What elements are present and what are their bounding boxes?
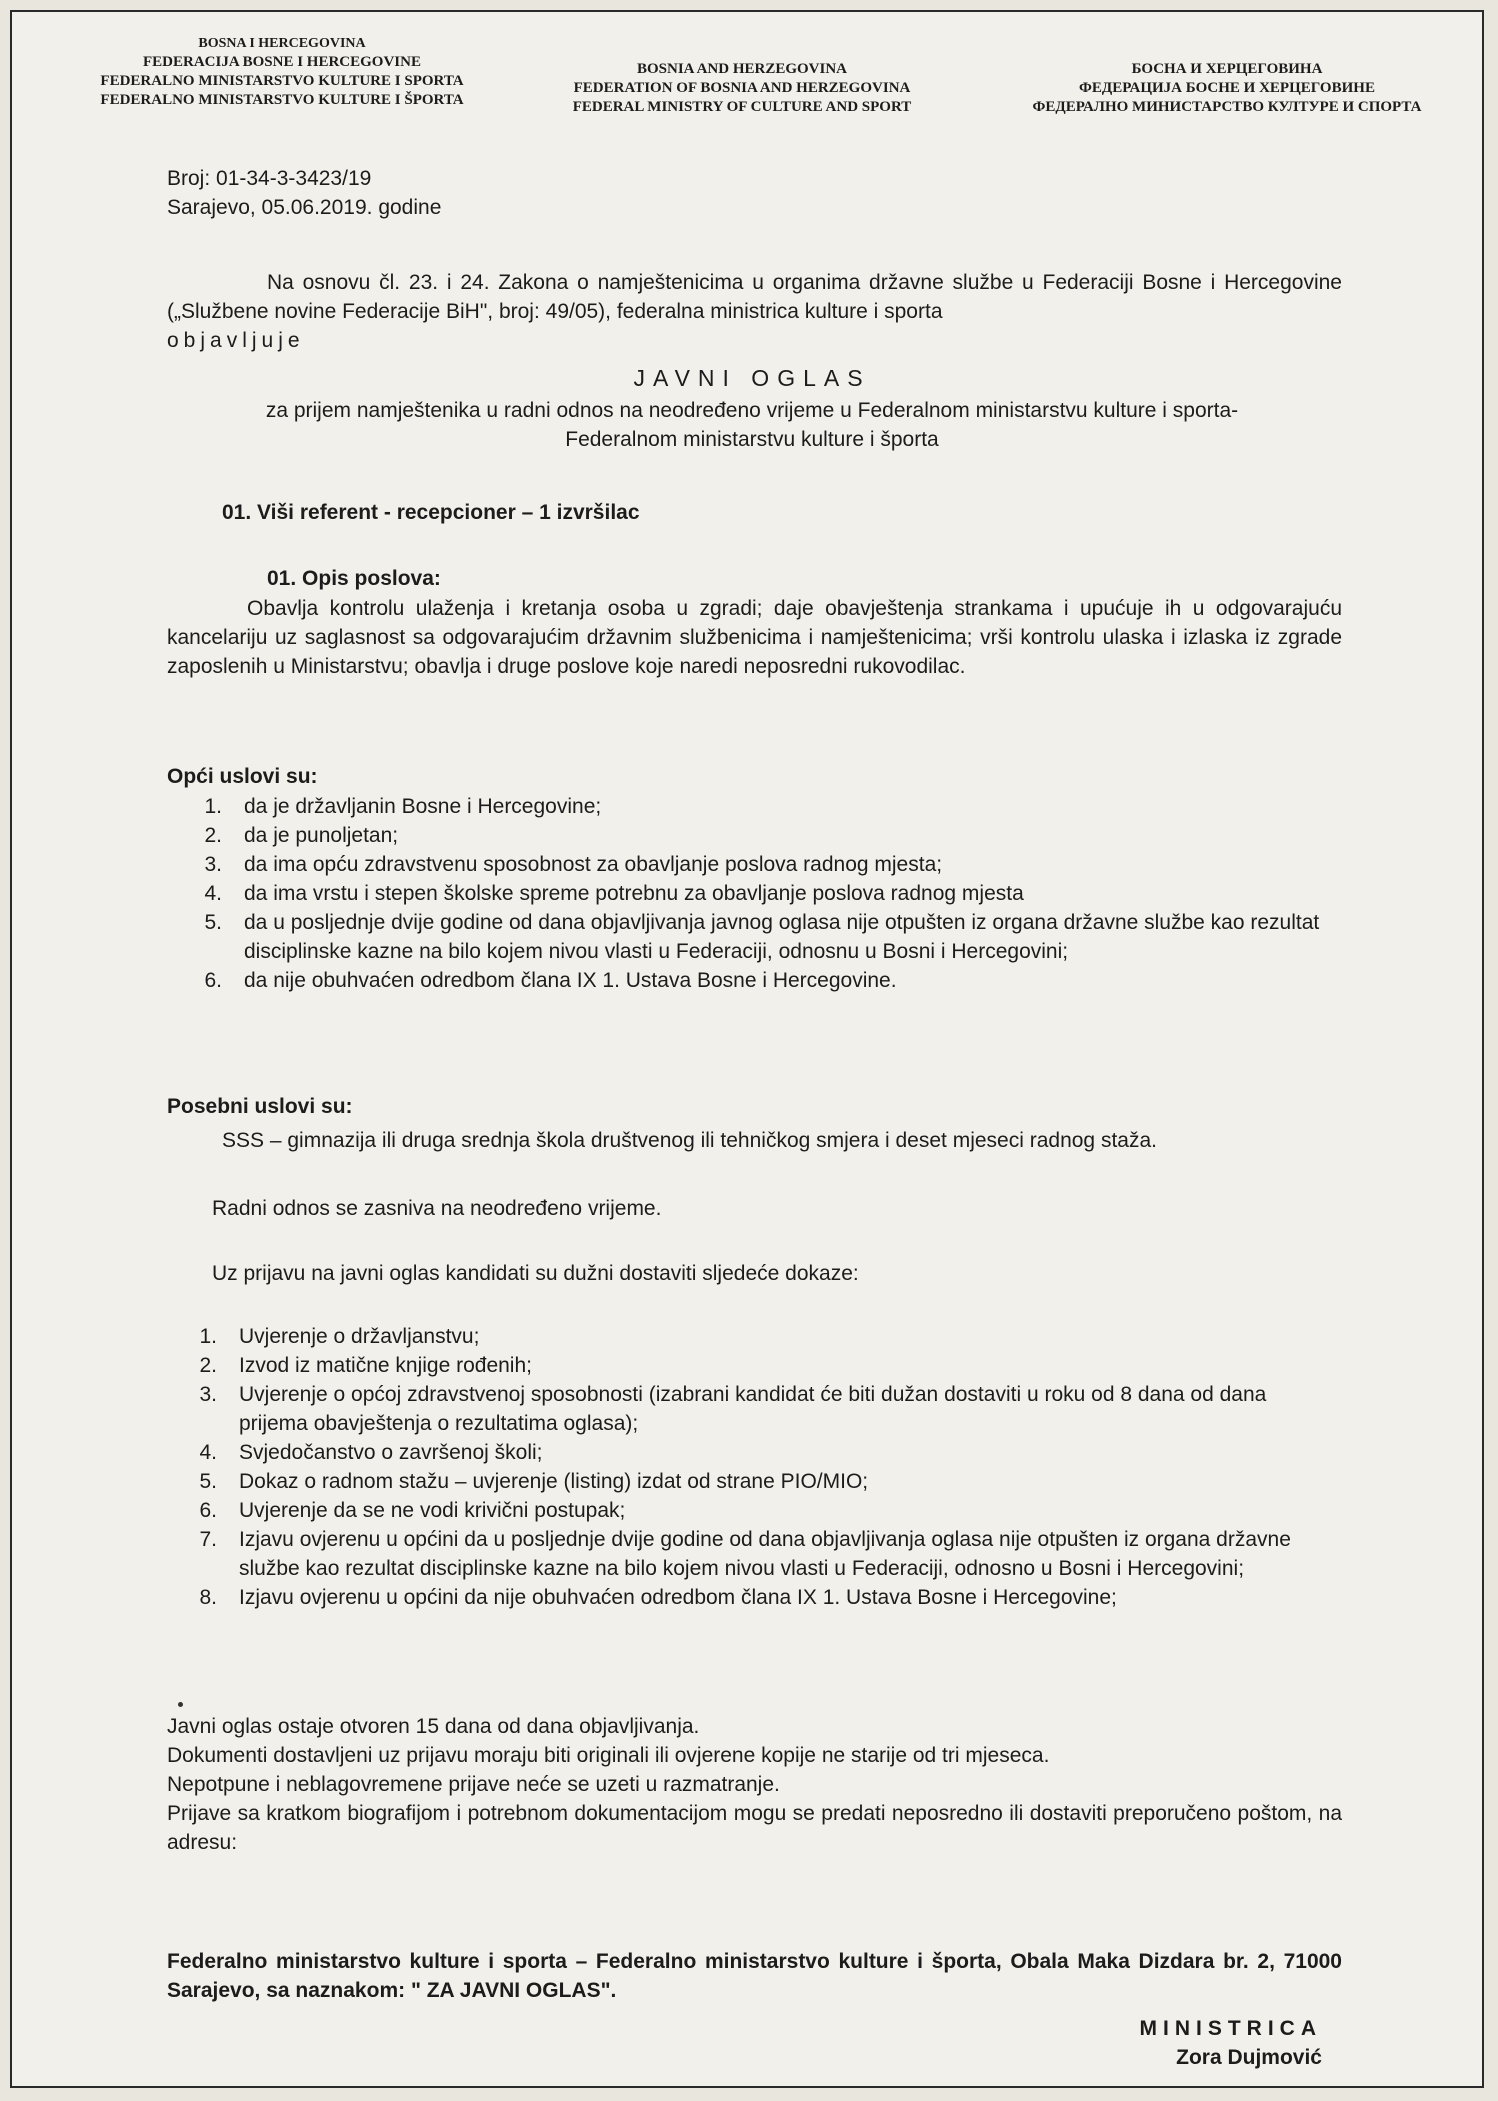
special-conditions-heading: Posebni uslovi su:	[167, 1095, 353, 1118]
note-line: Prijave sa kratkom biografijom i potrebnom dokumentacijom mogu se predati neposredno ili dostaviti preporučeno poštom, na adresu:	[167, 1802, 1342, 1854]
note-line: Dokumenti dostavljeni uz prijavu moraju biti originali ili ovjerene kopije ne starije od tri mjeseca.	[167, 1744, 1050, 1767]
header-cyrillic	[982, 60, 1472, 117]
signatory-name: Zora Dujmović	[1176, 2046, 1322, 2069]
header-line: FEDERALNO MINISTARSTVO KULTURE I SPORTA	[100, 73, 464, 89]
header-bosnian	[62, 34, 502, 110]
signatory-role: MINISTRICA	[1139, 2017, 1322, 2040]
list-item: 1. Uvjerenje o državljanstvu;	[199, 1325, 480, 1348]
general-conditions-list	[182, 792, 1322, 995]
header-line: FEDERALNO MINISTARSTVO KULTURE I ŠPORTA	[100, 92, 464, 108]
list-item: 6. Uvjerenje da se ne vodi krivični postupak;	[199, 1499, 626, 1522]
list-item: 7. Izjavu ovjerenu u općini da u posljednje dvije godine od dana objavljivanja oglasa nije otpušten iz organa državne službe kao rezultat disciplinske kazne na bilo kojem nivou vlasti u Federaciji, odnosno u Bosni i Hercegovini;	[199, 1528, 1291, 1580]
document-meta	[167, 164, 441, 222]
closing-notes	[167, 1712, 1342, 1857]
list-item: 3. Uvjerenje o općoj zdravstvenoj sposobnosti (izabrani kandidat će biti dužan dostaviti u roku od 8 dana od dana prijema obavještenja o rezultatima oglasa);	[199, 1383, 1267, 1435]
list-item: 4. Svjedočanstvo o završenoj školi;	[199, 1441, 543, 1464]
note-line: Nepotpune i neblagovremene prijave neće se uzeti u razmatranje.	[167, 1773, 780, 1796]
subtitle-line: za prijem namještenika u radni odnos na neodređeno vrijeme u Federalnom ministarstvu kulture i sporta-	[265, 399, 1239, 422]
document-title: JAVNI OGLAS	[633, 365, 871, 391]
submission-address: Federalno ministarstvo kulture i sporta – Federalno ministarstvo kulture i športa, Obala Maka Dizdara br. 2, 71000 Sarajevo, sa naznakom: " ZA JAVNI OGLAS".	[167, 1950, 1342, 2002]
header-english	[532, 60, 952, 117]
list-item: 8. Izjavu ovjerenu u općini da nije obuhvaćen odredbom člana IX 1. Ustava Bosne i Hercegovine;	[199, 1586, 1117, 1609]
header-line: ФЕДЕРАЦИЈА БОСНЕ И ХЕРЦЕГОВИНЕ	[1079, 80, 1375, 96]
header-line: BOSNA I HERCEGOVINA	[198, 36, 366, 51]
job-description-text: Obavlja kontrolu ulaženja i kretanja osoba u zgradi; daje obavještenja strankama i upućuje ih u odgovarajuću kancelariju uz saglasnost sa odgovarajućim državnim službenicima i namještenicima; vrši kontrolu ulaska i izlaska iz zgrade zaposlenih u Ministarstvu; obavlja i druge poslove koje naredi neposredni rukovodilac.	[167, 597, 1342, 678]
list-item: 5. da u posljednje dvije godine od dana objavljivanja javnog oglasa nije otpušten iz organa državne službe kao rezultat disciplinske kazne na bilo kojem nivou vlasti u Federaciji, odnosnu u Bosni i Hercegovini;	[204, 911, 1320, 963]
job-description-heading: 01. Opis poslova:	[267, 567, 441, 590]
place-date: Sarajevo, 05.06.2019. godine	[167, 196, 442, 219]
list-item: 4. da ima vrstu i stepen školske spreme potrebnu za obavljanje poslova radnog mjesta	[204, 882, 1024, 905]
intro-verb: objavljuje	[167, 329, 305, 352]
header-line: FEDERACIJA BOSNE I HERCEGOVINE	[143, 54, 421, 70]
special-conditions-text: SSS – gimnazija ili druga srednja škola društvenog ili tehničkog smjera i deset mjeseci radnog staža.	[222, 1129, 1157, 1152]
note-line: Javni oglas ostaje otvoren 15 dana od dana objavljivanja.	[167, 1715, 700, 1738]
list-item: 1. da je državljanin Bosne i Hercegovine;	[204, 795, 602, 818]
intro-paragraph	[167, 268, 1342, 355]
employment-type: Radni odnos se zasniva na neodređeno vrijeme.	[212, 1197, 662, 1220]
reference-number: Broj: 01-34-3-3423/19	[167, 167, 372, 190]
header-line: FEDERATION OF BOSNIA AND HERZEGOVINA	[573, 80, 911, 96]
list-item: 5. Dokaz o radnom stažu – uvjerenje (listing) izdat od strane PIO/MIO;	[199, 1470, 869, 1493]
header-line: FEDERAL MINISTRY OF CULTURE AND SPORT	[572, 99, 912, 115]
document-subtitle	[152, 396, 1352, 454]
header-line: BOSNIA AND HERZEGOVINA	[636, 61, 848, 77]
subtitle-line: Federalnom ministarstvu kulture i športa	[565, 428, 939, 451]
print-speck	[178, 1702, 183, 1707]
list-item: 6. da nije obuhvaćen odredbom člana IX 1. Ustava Bosne i Hercegovine.	[204, 969, 897, 992]
general-conditions-heading: Opći uslovi su:	[167, 765, 318, 788]
documents-intro: Uz prijavu na javni oglas kandidati su dužni dostaviti sljedeće dokaze:	[212, 1262, 859, 1285]
intro-text: Na osnovu čl. 23. i 24. Zakona o namještenicima u organima državne službe u Federaciji Bosne i Hercegovine („Službene novine Federacije BiH", broj: 49/05), federalna ministrica kulture i sporta	[167, 271, 1342, 323]
position-heading: 01. Viši referent - recepcioner – 1 izvršilac	[222, 501, 640, 524]
signature-block	[1140, 2014, 1323, 2072]
header-line: БОСНА И ХЕРЦЕГОВИНА	[1131, 61, 1323, 77]
header-line: ФЕДЕРАЛНО МИНИСТАРСТВО КУЛТУРЕ И СПОРТА	[1032, 99, 1422, 115]
list-item: 2. Izvod iz matične knjige rođenih;	[199, 1354, 532, 1377]
required-documents-list	[177, 1322, 1327, 1612]
list-item: 3. da ima opću zdravstvenu sposobnost za obavljanje poslova radnog mjesta;	[204, 853, 943, 876]
document-page	[10, 10, 1484, 2088]
list-item: 2. da je punoljetan;	[204, 824, 399, 847]
